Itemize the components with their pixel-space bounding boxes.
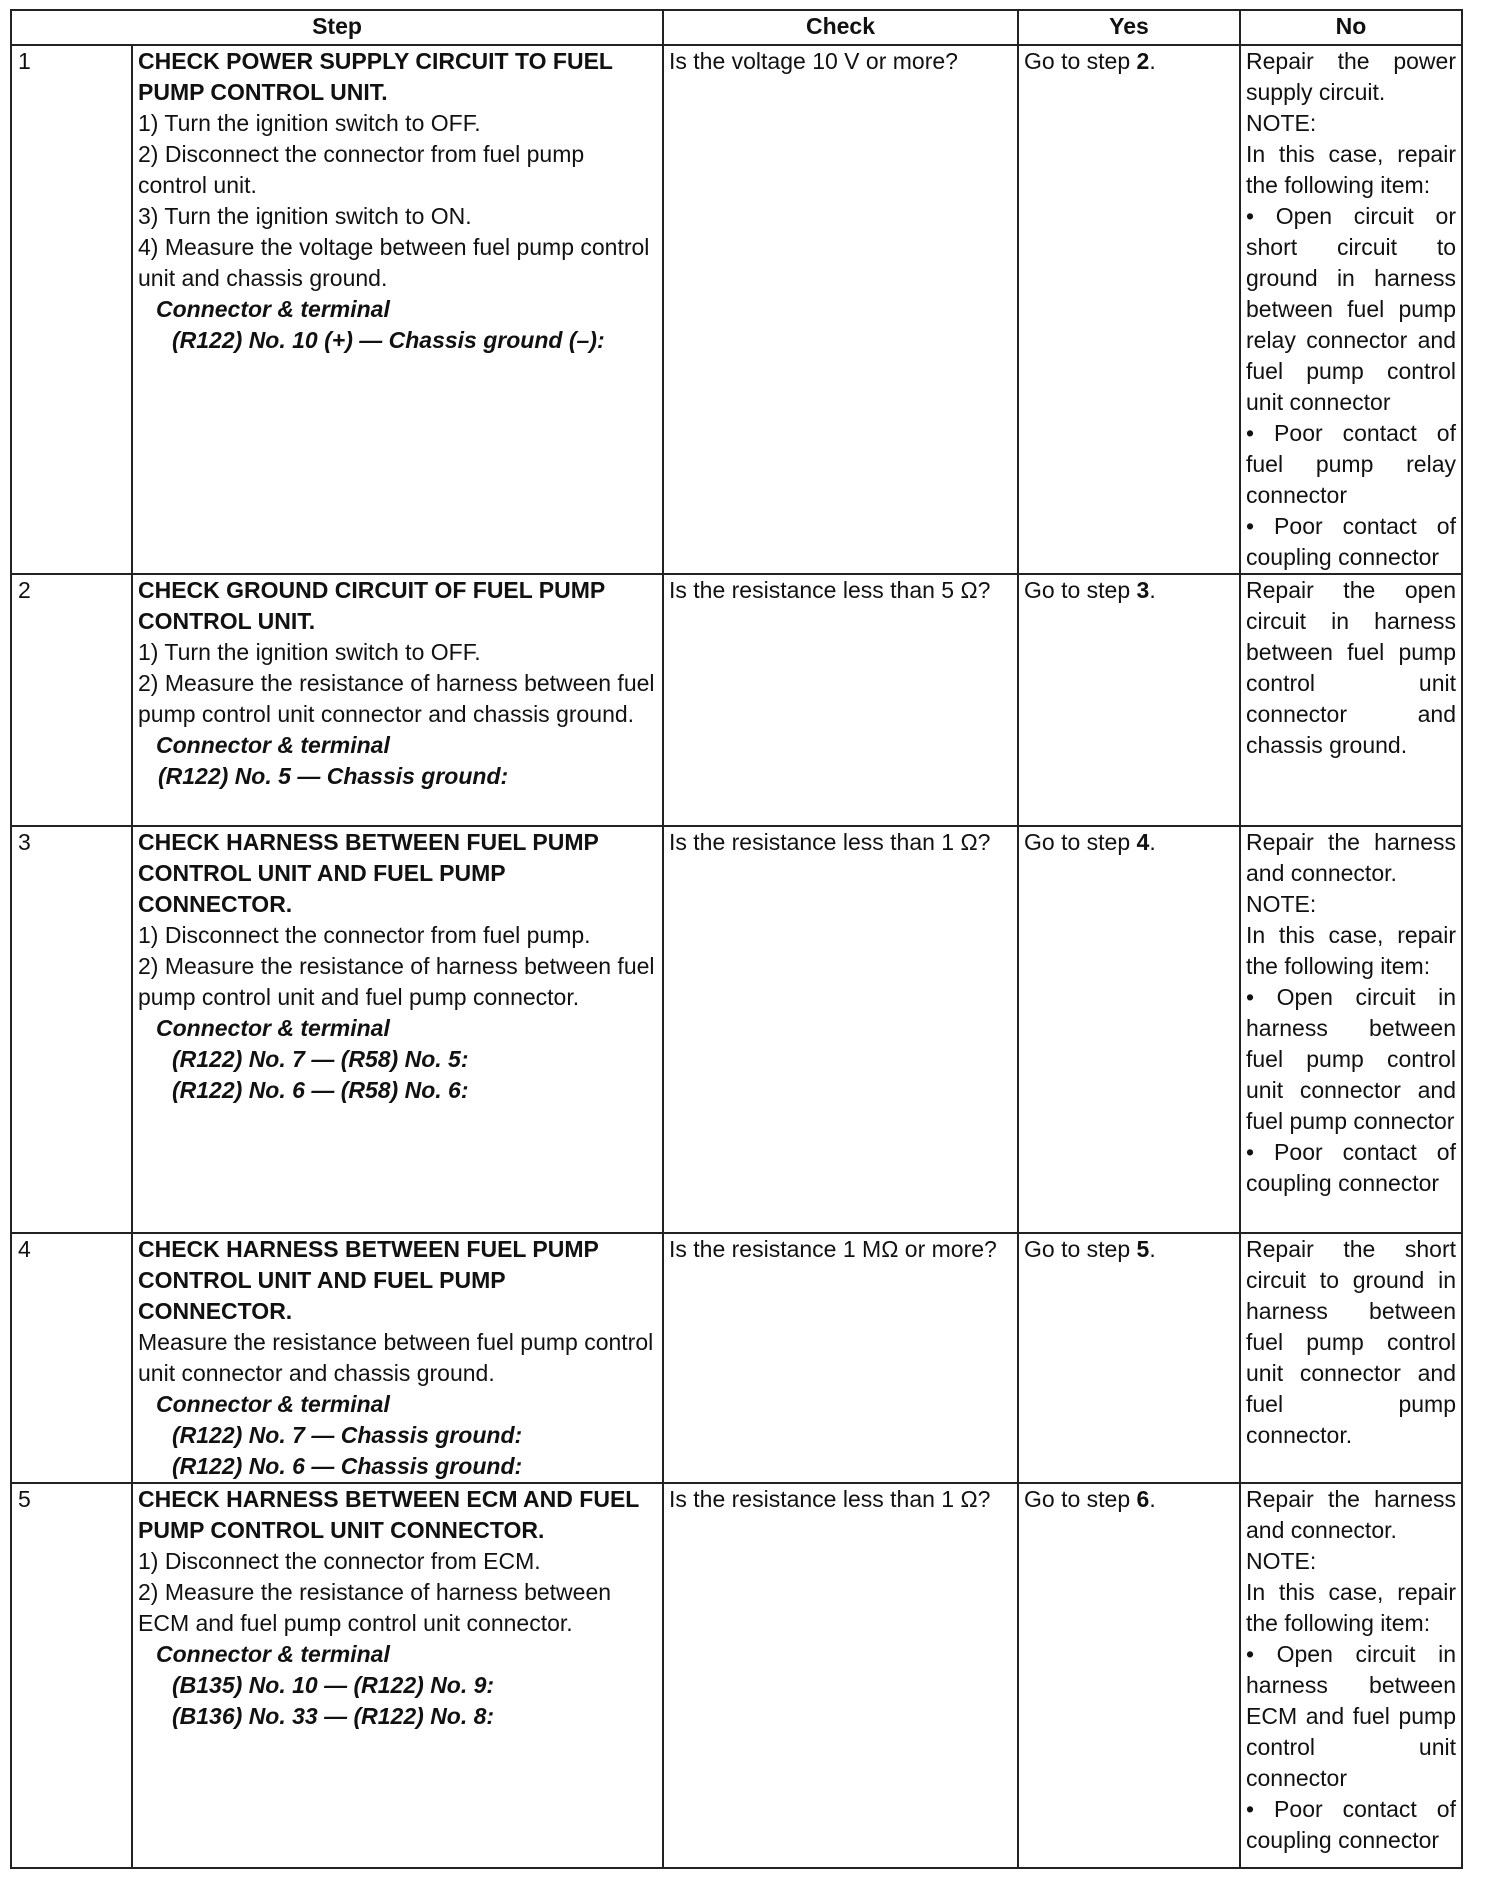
no-line: NOTE: bbox=[1246, 891, 1317, 917]
step-substep: 3) Turn the ignition switch to ON. bbox=[138, 203, 472, 229]
table-row bbox=[11, 45, 1462, 574]
step-number: 5 bbox=[11, 1483, 132, 1868]
yes-prefix: Go to step bbox=[1024, 577, 1137, 603]
header-check: Check bbox=[663, 10, 1018, 45]
no-action bbox=[1240, 45, 1462, 574]
connector-terminal-value: (R122) No. 6 — (R58) No. 6: bbox=[172, 1077, 469, 1103]
step-title: CHECK HARNESS BETWEEN ECM AND FUEL PUMP CONTROL UNIT CONNECTOR. bbox=[138, 1486, 639, 1543]
step-substep: 1) Turn the ignition switch to OFF. bbox=[138, 110, 481, 136]
yes-step-number: 4 bbox=[1136, 829, 1150, 855]
check-question: Is the resistance less than 1 Ω? bbox=[663, 1483, 1018, 1868]
connector-terminal-value: (B135) No. 10 — (R122) No. 9: bbox=[172, 1672, 495, 1698]
yes-prefix: Go to step bbox=[1024, 829, 1137, 855]
step-number: 2 bbox=[11, 574, 132, 826]
no-line: Repair the power supply circuit. bbox=[1246, 48, 1456, 105]
no-line: • Open circuit or short circuit to ground in harness between fuel pump relay connector and fuel pump control unit connector bbox=[1246, 203, 1456, 415]
header-row bbox=[11, 10, 1462, 45]
yes-suffix: . bbox=[1149, 577, 1156, 603]
yes-action bbox=[1018, 826, 1240, 1233]
no-line: • Open circuit in harness between ECM and fuel pump control unit connector bbox=[1246, 1641, 1456, 1791]
connector-terminal-value: (R122) No. 6 — Chassis ground: bbox=[172, 1453, 523, 1479]
table-row bbox=[11, 574, 1462, 826]
step-substep: 4) Measure the voltage between fuel pump control unit and chassis ground. bbox=[138, 234, 650, 291]
step-title: CHECK POWER SUPPLY CIRCUIT TO FUEL PUMP CONTROL UNIT. bbox=[138, 48, 613, 105]
no-line: • Poor contact of fuel pump relay connector bbox=[1246, 420, 1456, 508]
step-title: CHECK GROUND CIRCUIT OF FUEL PUMP CONTROL UNIT. bbox=[138, 577, 605, 634]
step-substep: 2) Measure the resistance of harness between fuel pump control unit and fuel pump connector. bbox=[138, 953, 655, 1010]
header-step: Step bbox=[11, 10, 663, 45]
yes-prefix: Go to step bbox=[1024, 48, 1137, 74]
check-question: Is the resistance less than 1 Ω? bbox=[663, 826, 1018, 1233]
step-substep: 2) Measure the resistance of harness between ECM and fuel pump control unit connector. bbox=[138, 1579, 612, 1636]
connector-terminal-value: (R122) No. 5 — Chassis ground: bbox=[158, 763, 509, 789]
step-description bbox=[132, 45, 663, 574]
connector-terminal-value: (R122) No. 7 — (R58) No. 5: bbox=[172, 1046, 469, 1072]
no-line: In this case, repair the following item: bbox=[1246, 141, 1456, 198]
yes-action bbox=[1018, 1483, 1240, 1868]
connector-terminal-label: Connector & terminal bbox=[156, 732, 390, 758]
yes-action bbox=[1018, 574, 1240, 826]
no-action bbox=[1240, 1483, 1462, 1868]
step-title: CHECK HARNESS BETWEEN FUEL PUMP CONTROL UNIT AND FUEL PUMP CONNECTOR. bbox=[138, 1236, 599, 1324]
check-question: Is the resistance less than 5 Ω? bbox=[663, 574, 1018, 826]
connector-terminal-label: Connector & terminal bbox=[156, 296, 390, 322]
no-line: • Poor contact of coupling connector bbox=[1246, 513, 1456, 570]
no-line: NOTE: bbox=[1246, 110, 1317, 136]
yes-action bbox=[1018, 45, 1240, 574]
no-line: Repair the harness and connector. bbox=[1246, 1486, 1456, 1543]
step-number: 4 bbox=[11, 1233, 132, 1483]
header-no: No bbox=[1240, 10, 1462, 45]
step-substep: 2) Measure the resistance of harness between fuel pump control unit connector and chassis ground. bbox=[138, 670, 655, 727]
yes-step-number: 6 bbox=[1136, 1486, 1150, 1512]
step-substep: 1) Turn the ignition switch to OFF. bbox=[138, 639, 481, 665]
connector-terminal-value: (B136) No. 33 — (R122) No. 8: bbox=[172, 1703, 495, 1729]
no-line: In this case, repair the following item: bbox=[1246, 1579, 1456, 1636]
no-action bbox=[1240, 826, 1462, 1233]
check-question: Is the resistance 1 MΩ or more? bbox=[663, 1233, 1018, 1483]
step-number: 3 bbox=[11, 826, 132, 1233]
no-line: NOTE: bbox=[1246, 1548, 1317, 1574]
yes-suffix: . bbox=[1149, 1486, 1156, 1512]
connector-terminal-label: Connector & terminal bbox=[156, 1641, 390, 1667]
yes-suffix: . bbox=[1149, 829, 1156, 855]
yes-suffix: . bbox=[1149, 1236, 1156, 1262]
step-substep: 1) Disconnect the connector from fuel pump. bbox=[138, 922, 591, 948]
yes-step-number: 2 bbox=[1136, 48, 1150, 74]
yes-prefix: Go to step bbox=[1024, 1486, 1137, 1512]
no-line: • Poor contact of coupling connector bbox=[1246, 1796, 1456, 1853]
step-substep: 1) Disconnect the connector from ECM. bbox=[138, 1548, 541, 1574]
step-number: 1 bbox=[11, 45, 132, 574]
yes-step-number: 3 bbox=[1136, 577, 1150, 603]
table-row bbox=[11, 1233, 1462, 1483]
yes-step-number: 5 bbox=[1136, 1236, 1150, 1262]
no-line: In this case, repair the following item: bbox=[1246, 922, 1456, 979]
step-substep: Measure the resistance between fuel pump control unit connector and chassis ground. bbox=[138, 1329, 654, 1386]
step-description bbox=[132, 826, 663, 1233]
step-description bbox=[132, 574, 663, 826]
table-row bbox=[11, 826, 1462, 1233]
no-line: Repair the open circuit in harness between fuel pump control unit connector and chassis ground. bbox=[1246, 577, 1456, 758]
no-line: Repair the harness and connector. bbox=[1246, 829, 1456, 886]
no-line: • Open circuit in harness between fuel pump control unit connector and fuel pump connector bbox=[1246, 984, 1456, 1134]
check-question: Is the voltage 10 V or more? bbox=[663, 45, 1018, 574]
yes-action bbox=[1018, 1233, 1240, 1483]
no-line: Repair the short circuit to ground in harness between fuel pump control unit connector and fuel pump connector. bbox=[1246, 1236, 1456, 1448]
connector-terminal-label: Connector & terminal bbox=[156, 1015, 390, 1041]
header-yes: Yes bbox=[1018, 10, 1240, 45]
no-action bbox=[1240, 1233, 1462, 1483]
connector-terminal-value: (R122) No. 10 (+) — Chassis ground (–): bbox=[172, 327, 605, 353]
step-description bbox=[132, 1233, 663, 1483]
step-substep: 2) Disconnect the connector from fuel pump control unit. bbox=[138, 141, 585, 198]
connector-terminal-value: (R122) No. 7 — Chassis ground: bbox=[172, 1422, 523, 1448]
yes-suffix: . bbox=[1149, 48, 1156, 74]
no-line: • Poor contact of coupling connector bbox=[1246, 1139, 1456, 1196]
yes-prefix: Go to step bbox=[1024, 1236, 1137, 1262]
step-title: CHECK HARNESS BETWEEN FUEL PUMP CONTROL UNIT AND FUEL PUMP CONNECTOR. bbox=[138, 829, 599, 917]
table-row bbox=[11, 1483, 1462, 1868]
step-description bbox=[132, 1483, 663, 1868]
no-action bbox=[1240, 574, 1462, 826]
connector-terminal-label: Connector & terminal bbox=[156, 1391, 390, 1417]
diagnostic-table bbox=[10, 9, 1463, 1869]
